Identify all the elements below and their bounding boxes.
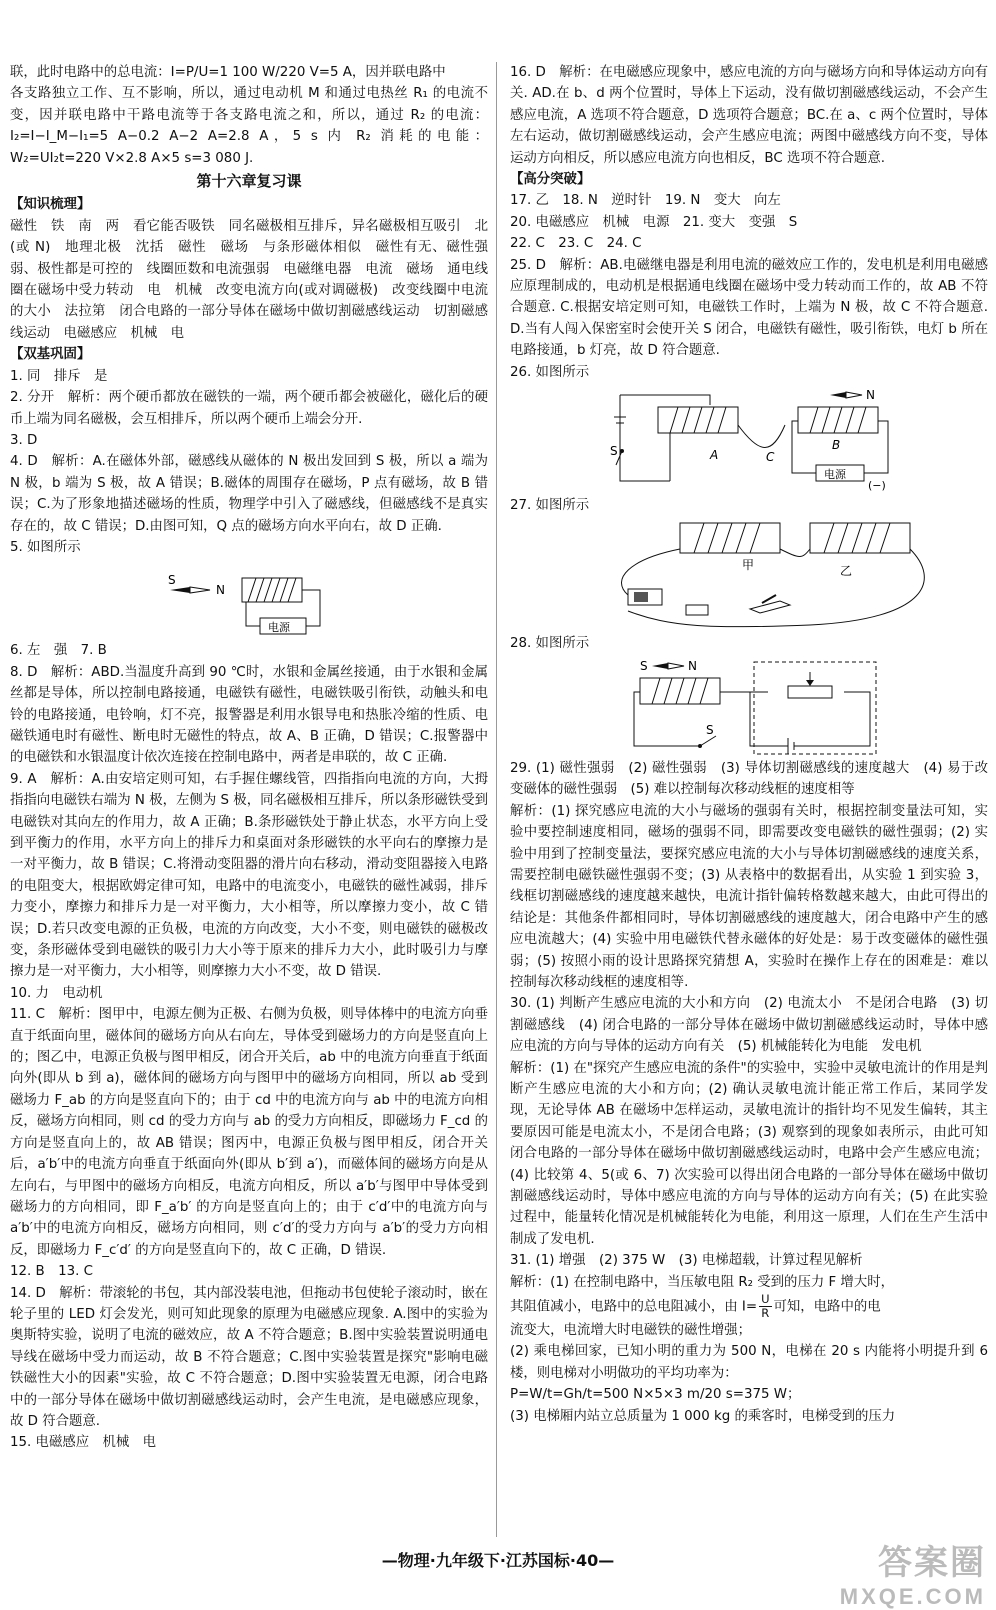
intro-equation: 联，此时电路中的总电流：I=P/U=1 100 W/220 V=5 A，因并联电路中 bbox=[10, 65, 446, 80]
answer-5: 5. 如图所示 bbox=[10, 539, 81, 555]
left-column bbox=[10, 62, 488, 1454]
answer-31-exp-3: 流变大，电流增大时电磁铁的磁性增强； bbox=[510, 1323, 752, 1339]
fig27-yi-label: 乙 bbox=[840, 563, 853, 578]
intro-paragraph: 各支路独立工作、互不影响，所以，通过电动机 M 和通过电热丝 R₁ 的电流不变，因并联电路中干路电流等于各支路电流之和，所以，通过 R₂ 的电流：I₂=I−I_M−I₁=5 A−0.2 A−2 A=2.8 A，5 s 内 R₂ 消耗的电能：W₂=UI₂t=220 V×2.8 A×5 s=3 080 J. bbox=[10, 86, 488, 166]
answer-8: 8. D 解析：ABD.当温度升高到 90 ℃时，水银和金属丝接通，由于水银和金属丝都是导体，所以控制电路接通，电磁铁有磁性，电磁铁吸引衔铁，动触头和电铃的电路接通，电铃响，灯不亮，报警器是利用水银导电和热胀冷缩的性质、电磁铁通电时有磁性、断电时无磁性的特点，故 A、B 正确，D 错误；C.报警器中的电磁铁和水银温度计依次连接在控制电路中，两者是串联的，故 C 正确. bbox=[10, 664, 488, 766]
fig26-n-label: N bbox=[866, 388, 875, 403]
answer-15: 15. 电磁感应 机械 电 bbox=[10, 1435, 157, 1451]
answer-10: 10. 力 电动机 bbox=[10, 985, 103, 1001]
section-advanced: 【高分突破】 bbox=[510, 172, 591, 188]
ohm-numerator: U bbox=[761, 1292, 770, 1307]
watermark-logo: 答案圈 bbox=[878, 1544, 986, 1582]
answer-31: 31. (1) 增强 (2) 375 W (3) 电梯超载，计算过程见解析 bbox=[510, 1253, 863, 1269]
answer-26: 26. 如图所示 bbox=[510, 364, 590, 380]
watermark-url: MXQE.COM bbox=[839, 1584, 986, 1609]
answer-31-exp-1: 解析：(1) 在控制电路中，当压敏电阻 R₂ 受到的压力 F 增大时， bbox=[510, 1274, 894, 1290]
answer-28: 28. 如图所示 bbox=[510, 635, 590, 651]
fig27-jia-label: 甲 bbox=[742, 557, 755, 572]
chapter-title: 第十六章复习课 bbox=[196, 172, 302, 191]
answer-25: 25. D 解析：AB.电磁继电器是利用电流的磁效应工作的，发电机是利用电磁感应原理制成的，电动机是根据通电线圈在磁场中受力转动而工作的，故 AB 不符合题意. C.根据安培定则可知，电磁铁工作时，上端为 N 极，故 C 不符合题意. D.当有人闯入保密室时会使开关 S 闭合，电磁铁有磁性，吸引衔铁，电灯 b 所在电路接通，b 灯亮，故 D 符合题意. bbox=[510, 257, 988, 359]
section-basics: 【双基巩固】 bbox=[10, 347, 91, 363]
answer-6-7: 6. 左 强 7. B bbox=[10, 643, 107, 659]
section-knowledge: 【知识梳理】 bbox=[10, 197, 91, 213]
ohm-fraction bbox=[759, 1293, 771, 1320]
answer-17-19: 17. 乙 18. N 逆时针 19. N 变大 向左 bbox=[510, 193, 781, 209]
answer-22-24: 22. C 23. C 24. C bbox=[510, 236, 642, 252]
answer-27: 27. 如图所示 bbox=[510, 498, 590, 514]
answer-31-power-equation: P=W/t=Gh/t=500 N×5×3 m/20 s=375 W； bbox=[510, 1387, 801, 1403]
knowledge-summary: 磁性 铁 南 两 看它能否吸铁 同名磁极相互排斥，异名磁极相互吸引 北(或 N) 地理北极 沈括 磁性 磁场 与条形磁体相似 磁性有无、磁性强弱、极性都是可控的 线圈匝数和电流强弱 电磁继电器 电流 磁场 通电线圈在磁场中受力转动 电 机械 改变电流方向(或对调磁极) 改变线圈中电流的大小 法拉第 闭合电路的一部分导体在磁场中做切割磁感线运动 切割磁感线运动 电磁感应 机械 电 bbox=[10, 218, 488, 341]
figure-28 bbox=[510, 656, 988, 756]
fig5-source-label: 电源 bbox=[268, 621, 290, 635]
answer-31-exp-5: (3) 电梯厢内站立总质量为 1 000 kg 的乘客时，电梯受到的压力 bbox=[510, 1408, 896, 1424]
answer-30-explanation: 解析：(1) 在"探究产生感应电流的条件"的实验中，实验中灵敏电流计的作用是判断产生感应电流的大小和方向；(2) 确认灵敏电流计能正常工作后，某同学发现，无论导体 AB 在磁场中怎样运动，灵敏电流计的指针均不见发生偏转，其主要原因可能是电流太小，不是闭合电路；(3) 观察到的现象如表所示，由此可知闭合电路的一部分导体在磁场中做切割磁感线运动时，电路中会产生感应电流；(4) 比较第 4、5(或 6、7) 次实验可以得出闭合电路的一部分导体在磁场中做切割磁感线运动时，导体中感应电流的方向与导体的运动方向有关；(5) 在此实验过程中，能量转化情况是机械能转化为电能，利用这一原理，人们在生产生活中制成了发电机. bbox=[510, 1060, 988, 1247]
watermark bbox=[840, 1535, 986, 1610]
answer-31-exp-4: (2) 乘电梯回家，已知小明的重力为 500 N，电梯在 20 s 内能将小明提升到 6 楼，则电梯对小明做功的平均功率为： bbox=[510, 1344, 988, 1381]
answer-11: 11. C 解析：图甲中，电源左侧为正极、右侧为负极，则导体棒中的电流方向垂直于纸面向里，磁体间的磁场方向从右向左，导体受到磁场力的方向是竖直向上的；图乙中，电源正负极与图甲相反，闭合开关后，ab 中的电流方向垂直于纸面向外(即从 b 到 a)，磁体间的磁场方向与图甲中的磁场方向相同，所以 ab 受到磁场力 F_ab 的方向是竖直向下的；由于 cd 中的电流方向与 ab 中的电流方向相反，磁场方向相同，则 cd 的受力方向与 ab 的受力方向相反，即磁场力 F_cd 的方向是竖直向上的，故 AB 错误；图丙中，电源正负极与图甲相反，闭合开关后，a′b′中的电流方向垂直于纸面向外(即从 b′到 a′)，而磁体间的磁场方向是从左向右，与甲图中的磁场方向相反，电流方向相反，所以 a′b′与图甲中导体受到磁场力的方向相同，即 F_a′b′ 的方向是竖直向上的；由于 c′d′中的电流方向与 a′b′中的电流方向相反，磁场方向相同，则 c′d′的受力方向与 a′b′的受力方向相反，即磁场力 F_c′d′ 的方向是竖直向下的，故 C 正确，D 错误. bbox=[10, 1007, 488, 1258]
fig26-source-label: 电源 bbox=[824, 468, 846, 482]
answer-16: 16. D 解析：在电磁感应现象中，感应电流的方向与磁场方向和导体运动方向有关. AD.在 b、d 两个位置时，导体上下运动，没有做切割磁感线运动，不会产生感应电流，A 选项不符合题意，D 选项符合题意；BC.在 a、c 两个位置时，导体左右运动，做切割磁感线运动，会产生感应电流；两图中磁感线方向不变，导体运动方向相反，所以感应电流方向也相反，BC 选项不符合题意. bbox=[510, 65, 988, 166]
ohm-denominator: R bbox=[761, 1306, 770, 1321]
answer-29-explanation: 解析：(1) 探究感应电流的大小与磁场的强弱有关时，根据控制变量法可知，实验中要控制速度相同，磁场的强弱不同，即需要改变电磁铁的磁性强弱；(2) 实验中用到了控制变量法，要探究感应电流的大小与导体切割磁感线的速度关系，需要控制电磁铁磁性强弱不变；(3) 从表格中的数据看出，从实验 1 到实验 3，线框切割磁感线的速度越来越快，电流计指针偏转格数越来越大，由此可得出的结论是：其他条件都相同时，导体切割磁感线的速度越大，闭合电路中产生的感应电流越大；(4) 实验中用电磁铁代替永磁体的好处是：易于改变磁体的磁性强弱；(5) 按照小雨的设计思路探究猜想 A，实验时在操作上存在的困难是：难以控制每次移动线框的速度相等. bbox=[510, 803, 988, 990]
fig26-c-label: C bbox=[766, 450, 775, 465]
fig28-n-label: N bbox=[688, 658, 697, 673]
answer-1: 1. 同 排斥 是 bbox=[10, 368, 108, 384]
fig26-minus-label: (−) bbox=[868, 479, 886, 493]
fig28-s-label: S bbox=[640, 658, 648, 673]
answer-29: 29. (1) 磁性强弱 (2) 磁性强弱 (3) 导体切割磁感线的速度越大 (4) 易于改变磁体的磁性强弱 (5) 难以控制每次移动线框的速度相等 bbox=[510, 760, 988, 798]
right-column bbox=[510, 62, 988, 1427]
answer-31-exp-2 bbox=[510, 1293, 988, 1320]
answer-31-exp-2a: 其阻值减小，电路中的总电阻减小，由 I= bbox=[510, 1299, 758, 1315]
figure-27 bbox=[510, 519, 988, 631]
page-footer: —物理·九年级下·江苏国标·40— bbox=[381, 1551, 615, 1570]
fig26-b-label: B bbox=[832, 438, 841, 453]
answer-30: 30. (1) 判断产生感应电流的大小和方向 (2) 电流太小 不是闭合电路 (3) 切割磁感线 (4) 闭合电路的一部分导体在磁场中做切割磁感线运动时，导体中感应电流的方向与导体的运动方向有关 (5) 机械能转化为电能 发电机 bbox=[510, 996, 988, 1055]
fig28-switch-label: S bbox=[706, 722, 714, 737]
figure-26 bbox=[510, 385, 988, 493]
fig26-s-label: S bbox=[610, 444, 618, 459]
answer-20-21: 20. 电磁感应 机械 电源 21. 变大 变强 S bbox=[510, 214, 798, 230]
fig5-s-label: S bbox=[168, 573, 176, 588]
answer-4: 4. D 解析：A.在磁体外部，磁感线从磁体的 N 极出发回到 S 极，所以 a 端为 N 极，b 端为 S 极，故 A 错误；B.磁体的周围存在磁场，P 点有磁场，故 B 错误；C.为了形象地描述磁场的性质，物理学中引入了磁感线，但磁感线不是真实存在的，故 C 错误；D.由图可知，Q 点的磁场方向水平向右，故 D 正确. bbox=[10, 454, 488, 534]
answer-14: 14. D 解析：带滚轮的书包，其内部没装电池，但拖动书包使轮子滚动时，嵌在轮子里的 LED 灯会发光，则可知此现象的原理为电磁感应现象. A.图中的实验为奥斯特实验，说明了电流的磁效应，故 A 不符合题意；B.图中实验装置说明通电导线在磁场中受力而运动，故 B 不符合题意；C.图中实验装置是探究"影响电磁铁磁性大小的因素"实验，故 C 不符合题意；D.图中实验装置无电源，闭合电路中的一部分导体在磁场中做切割磁感线运动时，会产生电流，是电磁感应现象，故 D 符合题意. bbox=[10, 1285, 488, 1429]
answer-9: 9. A 解析：A.由安培定则可知，右手握住螺线管，四指指向电流的方向，大拇指指向电磁铁右端为 N 极，左侧为 S 极，同名磁极相互排斥，所以条形磁铁受到电磁铁对其向左的作用力，故 A 正确；B.条形磁铁处于静止状态，水平方向上受到平衡力的作用，水平方向上的排斥力和桌面对条形磁铁的水平向右的摩擦力是一对平衡力，故 B 错误；C.将滑动变阻器的滑片向右移动，滑动变阻器接入电路的电阻变大，根据欧姆定律可知，电路中的电流变小，电磁铁的磁性减弱，排斥力变小，摩擦力和排斥力是一对平衡力，大小相等，所以摩擦力变小，故 C 错误；D.若只改变电源的正负极，电流的方向改变，大小不变，则电磁铁的磁极改变，条形磁体受到电磁铁的吸引力大小等于原来的排斥力大小，此时吸引力与摩擦力是一对平衡力，大小相等，则摩擦力大小不变，故 D 错误. bbox=[10, 771, 488, 980]
answer-3: 3. D bbox=[10, 432, 38, 448]
answer-12-13: 12. B 13. C bbox=[10, 1264, 94, 1280]
answer-2: 2. 分开 解析：两个硬币都放在磁铁的一端，两个硬币都会被磁化，磁化后的硬币上端为同名磁极，会互相排斥，所以两个硬币上端会分开. bbox=[10, 390, 488, 427]
column-divider bbox=[496, 62, 497, 1537]
figure-5 bbox=[10, 560, 488, 638]
fig26-a-label: A bbox=[710, 448, 719, 463]
fig5-n-label: N bbox=[216, 583, 225, 598]
answer-31-exp-2b: 可知，电路中的电 bbox=[773, 1299, 881, 1315]
